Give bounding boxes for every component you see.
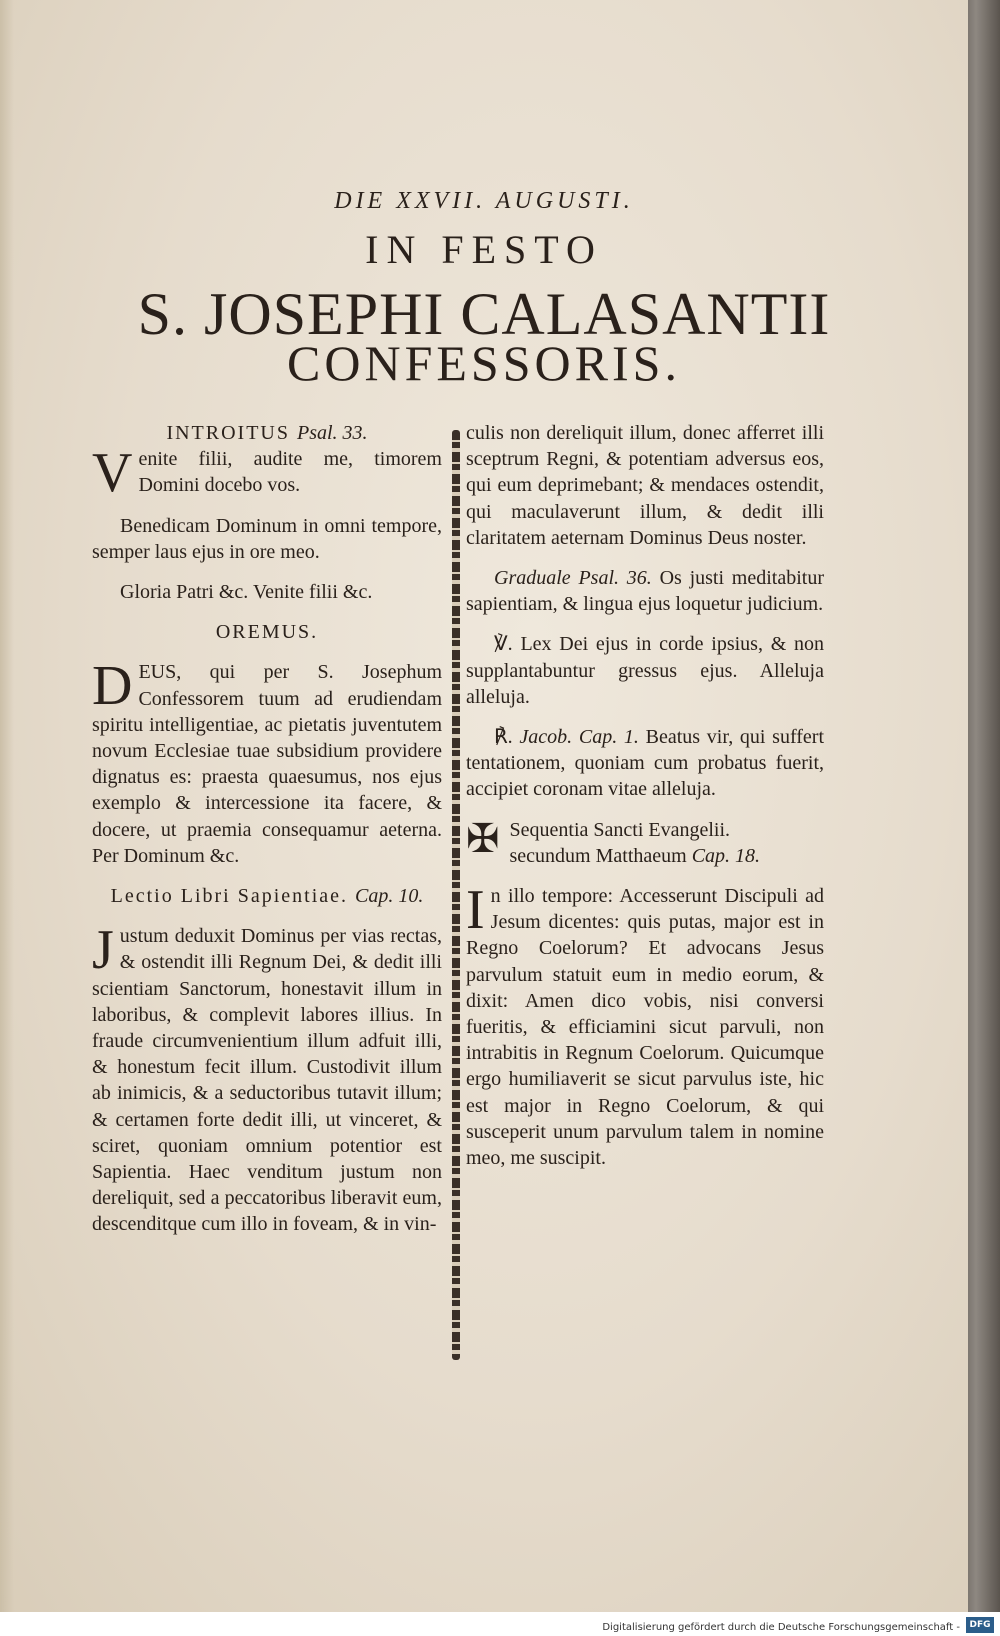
footer-bar xyxy=(0,1612,1000,1636)
oratio-text: D EUS, qui per S. Josephum Confessorem tuum ad erudiendam spiritu intelligentiae, ac pietatis juventutem novum Ecclesiae tuae subsidium providere dignatus es: praesta quaesumus, nos ejus exemplo & intercessione ita facere, & docere, ut praemia consequamur aeterna. Per Dominum &c. xyxy=(92,655,442,867)
oratio-dropcap: D xyxy=(92,655,133,718)
saint-title: CONFESSORIS. xyxy=(287,335,681,391)
versicle-icon: ℣. xyxy=(494,633,513,656)
graduale-text: Graduale Psal. 36. Os justi meditabitur sapientiam, & lingua ejus loquetur judicium. xyxy=(466,567,824,616)
versicle-text: ℣. Lex Dei ejus in corde ipsius, & non supplantabuntur gressus ejus. Alleluja alleluja. xyxy=(466,633,824,708)
lectio-continuation: culis non dereliquit illum, donec afferret illi sceptrum Regni, & potentiam adversus eos, qui eum deprimebant; & mendaces ostendit, qui maculaverunt illum, & dedit illi claritatem aeternam Dominus Deus noster. xyxy=(466,422,824,549)
introitus-ref: Psal. 33. xyxy=(296,422,368,444)
response-icon: ℟. xyxy=(494,726,513,749)
cross-icon: ✠ xyxy=(466,816,500,861)
dfg-credit: Digitalisierung gefördert durch die Deutsche Forschungsgemeinschaft - xyxy=(602,1622,960,1633)
column-divider xyxy=(452,430,460,1360)
introitus-dropcap: V xyxy=(92,442,133,505)
saint-name: S. JOSEPHI CALASANTII xyxy=(137,281,831,347)
introitus-label: INTROITUS xyxy=(166,422,290,444)
evangel-dropcap: I xyxy=(466,879,485,942)
evangel-text: I n illo tempore: Accesserunt Discipuli ad Jesum dicentes: quis putas, major est in Regno Coelorum? Et advocans Jesus parvulum statuit eum in medio eorum, & dixit: Amen dico vobis, nisi conversi fueritis, & efficiamini sicut parvuli, non intrabitis in Regnum Coelorum. Quicumque ergo humiliaverit se sicut parvulus iste, hic est major in Regno Coelorum, & qui susceperit unum parvulum talem in nomine meo, me suscipit. xyxy=(466,879,824,1170)
dfg-logo-icon: DFG xyxy=(966,1617,994,1633)
introitus-text: V enite filii, audite me, timorem Domini docebo vos. xyxy=(92,442,442,505)
gloria-text: Gloria Patri &c. Venite filii &c. xyxy=(120,581,373,604)
response-text: ℟. Jacob. Cap. 1. Beatus vir, qui suffert tentationem, quoniam cum probatus fuerit, accipiet coronam vitae alleluja. xyxy=(466,726,825,801)
oremus-heading: OREMUS. xyxy=(215,621,319,644)
feast-heading: IN FESTO xyxy=(365,227,603,272)
sequentia-heading: ✠ Sequentia Sancti Evangelii. secundum Matthaeum Cap. 18. xyxy=(466,816,761,867)
right-column xyxy=(466,420,824,1171)
introitus-heading xyxy=(92,420,442,446)
lectio-heading: Lectio Libri Sapientiae. Cap. 10. xyxy=(110,885,424,908)
lectio-text: J ustum deduxit Dominus per vias rectas, & ostendit illi Regnum Dei, & dedit illi scientiam Sanctorum, honestavit illum in laboribus, & complevit labores illius. In fraude circumvenientium illum adfuit illi, & honestum fecit illum. Custodivit illum ab inimicis, & a seductoribus tutavit illum; & certamen forte dedit illi, ut vinceret, & sciret, quoniam omnium potentior est Sapientia. Haec venditum justum non dereliquit, sed a peccatoribus liberavit eum, descenditque cum illo in foveam, & in vin- xyxy=(92,919,442,1236)
lectio-dropcap: J xyxy=(92,919,114,982)
date-line: DIE XXVII. AUGUSTI. xyxy=(334,188,634,214)
benedicam-text: Benedicam Dominum in omni tempore, semper laus ejus in ore meo. xyxy=(92,514,442,563)
left-column xyxy=(92,420,442,1238)
